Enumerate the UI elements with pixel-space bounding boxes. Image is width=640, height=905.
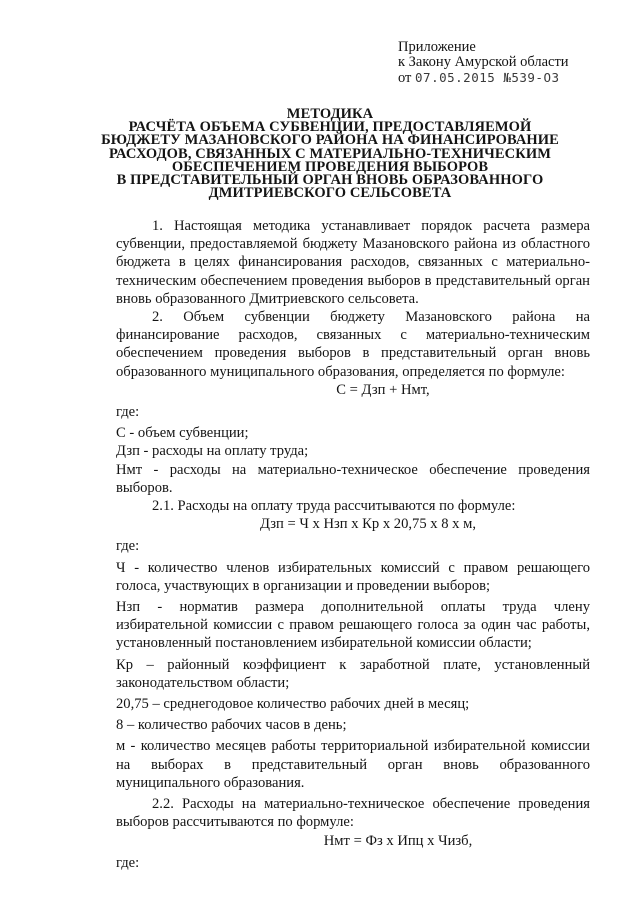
annex-date-prefix: от <box>398 70 412 86</box>
annex-date-line <box>398 70 569 86</box>
document-title <box>90 108 570 200</box>
formula-subvention: С = Дзп + Нмт, <box>336 381 430 398</box>
document-body <box>116 217 590 875</box>
title-line: В ПРЕДСТАВИТЕЛЬНЫЙ ОРГАН ВНОВЬ ОБРАЗОВАННОГО <box>116 172 544 189</box>
paragraph-2-2: 2.2. Расходы на материально-техническое обеспечение проведения выборов рассчитываются по формуле: <box>116 796 590 831</box>
paragraph-1: 1. Настоящая методика устанавливает порядок расчета размера субвенции, предоставляемой бюджету Мазановского района из областного бюджета в целях финансирования расходов, связанных с материально-техническим обеспечением проведения выборов в представительный орган вновь образованного Дмитриевского сельсовета. <box>116 218 590 307</box>
where-label: где: <box>116 538 140 555</box>
registration-stamp: 07.05.2015 №539-ОЗ <box>415 70 560 85</box>
title-line: ОБЕСПЕЧЕНИЕМ ПРОВЕДЕНИЯ ВЫБОРОВ <box>171 158 489 175</box>
definition-kr: Кр – районный коэффициент к заработной плате, установленный законодательством области; <box>116 656 590 691</box>
definition-nmt: Нмт - расходы на материально-техническое обеспечение проведения выборов. <box>116 461 590 496</box>
definition-m: м - количество месяцев работы территориальной избирательной комиссии на выборах в представительный орган вновь образованного муниципального образования. <box>116 738 590 791</box>
formula-material: Нмт = Фз х Ипц х Чизб, <box>323 832 473 849</box>
title-line: ДМИТРИЕВСКОГО СЕЛЬСОВЕТА <box>208 185 452 202</box>
annex-law: к Закону Амурской области <box>398 54 569 70</box>
annex-label: Приложение <box>398 39 476 55</box>
definition-2075: 20,75 – среднегодовое количество рабочих дней в месяц; <box>116 696 470 713</box>
paragraph-2-1: 2.1. Расходы на оплату труда рассчитываются по формуле: <box>152 498 516 515</box>
annex-header <box>398 40 569 86</box>
where-label: где: <box>116 854 140 871</box>
definition-8: 8 – количество рабочих часов в день; <box>116 717 347 734</box>
definition-c: С - объем субвенции; <box>116 425 249 442</box>
definition-ch: Ч - количество членов избирательных комиссий с правом решающего голоса, участвующих в организации и проведении выборов; <box>116 559 590 594</box>
title-line: РАСХОДОВ, СВЯЗАННЫХ С МАТЕРИАЛЬНО-ТЕХНИЧЕСКИМ <box>108 145 552 162</box>
where-label: где: <box>116 404 140 421</box>
definition-dzp: Дзп - расходы на оплату труда; <box>116 443 309 460</box>
paragraph-2: 2. Объем субвенции бюджету Мазановского района на финансирование расходов, связанных с материально-техническим обеспечением проведения выборов в представительный орган вновь образованного муниципального образования, определяется по формуле: <box>116 309 590 380</box>
title-line: БЮДЖЕТУ МАЗАНОВСКОГО РАЙОНА НА ФИНАНСИРОВАНИЕ <box>101 132 559 149</box>
definition-nzp: Нзп - норматив размера дополнительной оплаты труда члену избирательной комиссии с правом решающего голоса за один час работы, установленный постановлением избирательной комиссии области; <box>116 599 590 652</box>
title-line: МЕТОДИКА <box>286 106 374 122</box>
title-line: РАСЧЁТА ОБЪЕМА СУБВЕНЦИИ, ПРЕДОСТАВЛЯЕМОЙ <box>128 119 532 136</box>
formula-labor: Дзп = Ч х Нзп х Кр х 20,75 х 8 х м, <box>259 516 477 533</box>
